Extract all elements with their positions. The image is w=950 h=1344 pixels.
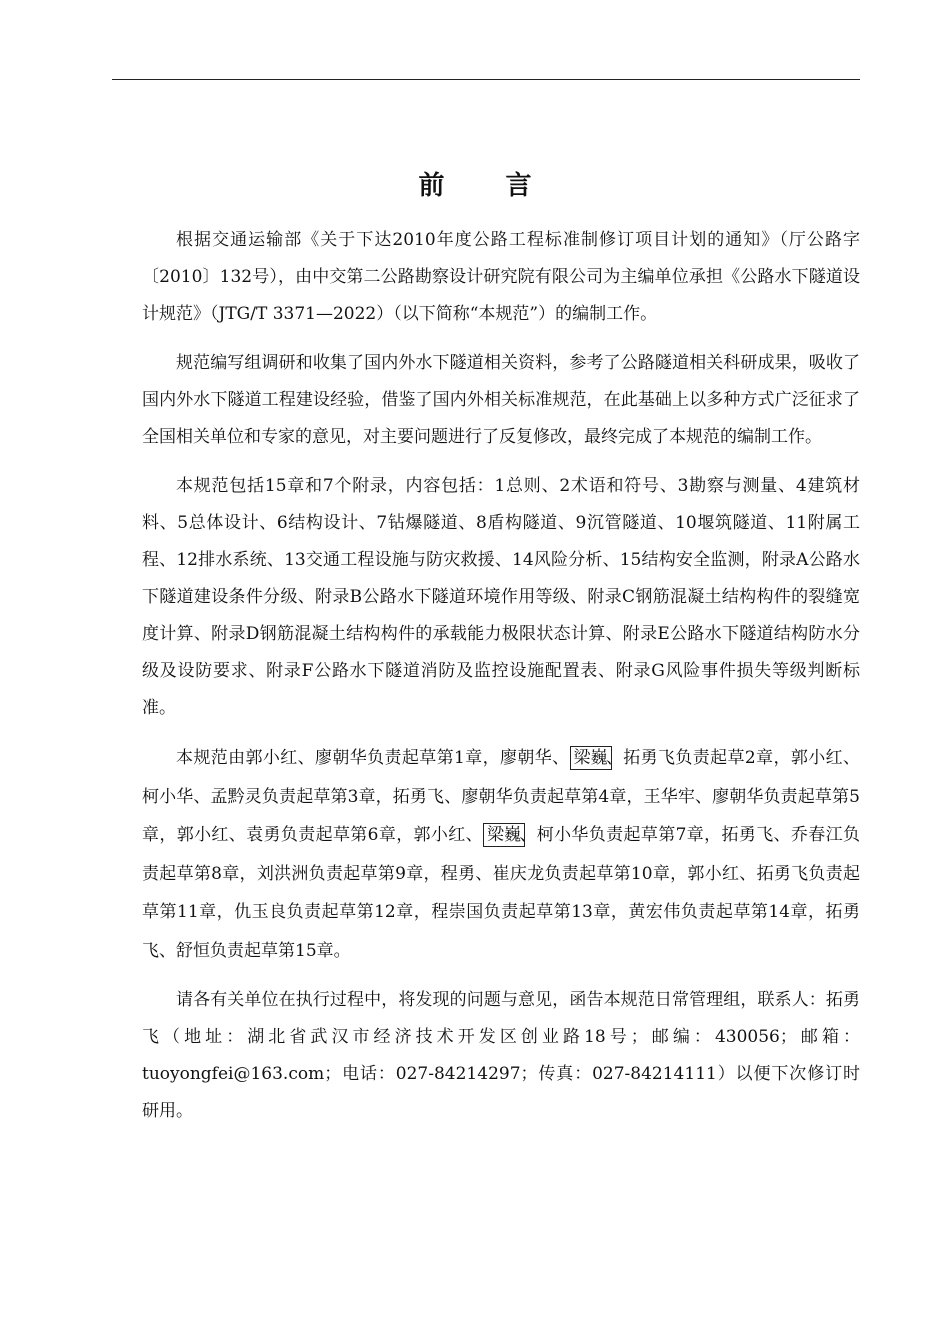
page-title: 前 言 [418, 171, 558, 201]
paragraph-contents-overview: 本规范包括15章和7个附录，内容包括：1总则、2术语和符号、3勘察与测量、4建筑材料、5总体设计、6结构设计、7钻爆隧道、8盾构隧道、9沉管隧道、10堰筑隧道、11附属工程、12排水系统、13交通工程设施与防灾救援、14风险分析、15结构安全监测，附录A公路水下隧道建设条件分级、附录B公路水下隧道环境作用等级、附录C钢筋混凝土结构构件的裂缝宽度计算、附录D钢筋混凝土结构构件的承载能力极限状态计算、附录E公路水下隧道结构防水分级及设防要求、附录F公路水下隧道消防及监控设施配置表、附录G风险事件损失等级判断标准。 [142, 476, 860, 718]
header-rule [112, 79, 860, 80]
preface-body [142, 222, 860, 1130]
paragraph-contact-info: 请各有关单位在执行过程中，将发现的问题与意见，函告本规范日常管理组，联系人：拓勇飞（地址：湖北省武汉市经济技术开发区创业路18号；邮编：430056；邮箱：tuoyongfei@163.com；电话：027-84214297；传真：027-84214111）以便下次修订时研用。 [142, 990, 860, 1121]
authors-text-3: 、柯小华负责起草第7章，拓勇飞、乔春江负责起草第8章，刘洪洲负责起草第9章，程勇、崔庆龙负责起草第10章，郭小红、拓勇飞负责起草第11章，仇玉良负责起草第12章，程崇国负责起草第13章，黄宏伟负责起草第14章，拓勇飞、舒恒负责起草第15章。 [142, 825, 860, 961]
boxed-name-text-1: 梁巍 [573, 748, 608, 768]
boxed-name-text-2: 梁巍 [487, 825, 521, 845]
paragraph-drafting-authors [142, 739, 860, 970]
paragraph-compilation-basis: 根据交通运输部《关于下达2010年度公路工程标准制修订项目计划的通知》（厅公路字〔2010〕132号），由中交第二公路勘察设计研究院有限公司为主编单位承担《公路水下隧道设计规范》（JTG/T 3371—2022）（以下简称“本规范”）的编制工作。 [142, 230, 860, 324]
paragraph-research-process: 规范编写组调研和收集了国内外水下隧道相关资料，参考了公路隧道相关科研成果，吸收了国内外水下隧道工程建设经验，借鉴了国内外相关标准规范，在此基础上以多种方式广泛征求了全国相关单位和专家的意见，对主要问题进行了反复修改，最终完成了本规范的编制工作。 [142, 353, 860, 447]
authors-text-1: 本规范由郭小红、廖朝华负责起草第1章，廖朝华、 [176, 748, 570, 768]
authors-text-2: 、拓勇飞负责起草2章，郭小红、柯小华、孟黔灵负责起草第3章，拓勇飞、廖朝华负责起草第4章，王华牢、廖朝华负责起草第5章，郭小红、袁勇负责起草第6章，郭小红、 [142, 748, 860, 845]
